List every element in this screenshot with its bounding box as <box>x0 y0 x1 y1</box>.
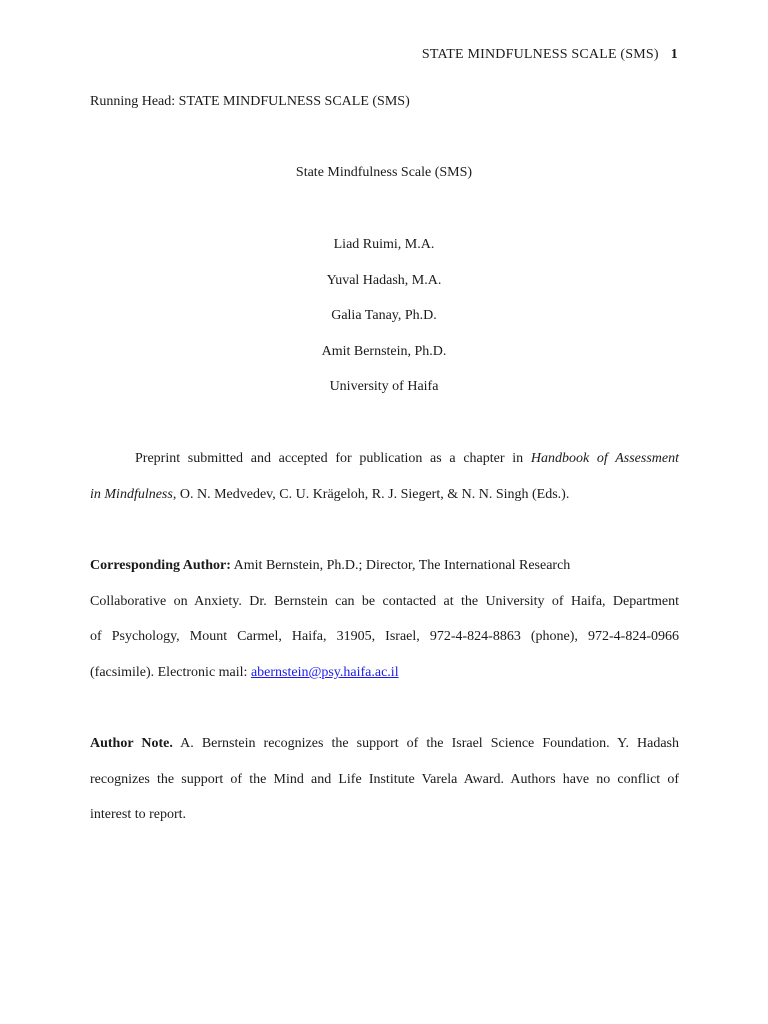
book-title-continued: in Mindfulness <box>90 486 173 502</box>
corresponding-author-paragraph <box>90 548 679 691</box>
document-title: State Mindfulness Scale (SMS) <box>295 165 473 180</box>
author-note-text: interest to report. <box>90 807 187 823</box>
book-title: Handbook of Assessment <box>530 451 679 466</box>
preprint-paragraph <box>90 441 679 512</box>
author-name: Liad Ruimi, M.A. <box>333 237 435 252</box>
affiliation: University of Haifa <box>329 379 439 394</box>
preprint-editors: , O. N. Medvedev, C. U. Krägeloh, R. J. Siegert, & N. N. Singh (Eds.). <box>172 486 570 502</box>
author-name: Amit Bernstein, Ph.D. <box>321 344 447 359</box>
corresponding-author-label: Corresponding Author: <box>90 558 231 573</box>
corresponding-text: Amit Bernstein, Ph.D.; Director, The International Research <box>230 558 571 573</box>
page-number: 1 <box>670 47 678 62</box>
header-title: STATE MINDFULNESS SCALE (SMS) <box>421 47 659 62</box>
author-name: Galia Tanay, Ph.D. <box>331 308 437 323</box>
author-name: Yuval Hadash, M.A. <box>326 273 442 288</box>
author-note-paragraph <box>90 726 679 833</box>
page-header <box>422 47 678 63</box>
running-head: Running Head: STATE MINDFULNESS SCALE (SMS) <box>90 94 410 109</box>
preprint-text: Preprint submitted and accepted for publication as a chapter in <box>135 451 531 466</box>
corresponding-text: (facsimile). Electronic mail: <box>90 665 251 681</box>
author-note-text: recognizes the support of the Mind and Life Institute Varela Award. Authors have no conflict of <box>90 771 679 787</box>
author-note-text: A. Bernstein recognizes the support of the Israel Science Foundation. Y. Hadash <box>172 736 679 751</box>
corresponding-text: of Psychology, Mount Carmel, Haifa, 31905, Israel, 972-4-824-8863 (phone), 972-4-824-0966 <box>90 629 679 645</box>
corresponding-text: Collaborative on Anxiety. Dr. Bernstein can be contacted at the University of Haifa, Department <box>90 593 679 609</box>
author-note-label: Author Note. <box>90 736 173 751</box>
email-link[interactable]: abernstein@psy.haifa.ac.il <box>250 665 399 681</box>
